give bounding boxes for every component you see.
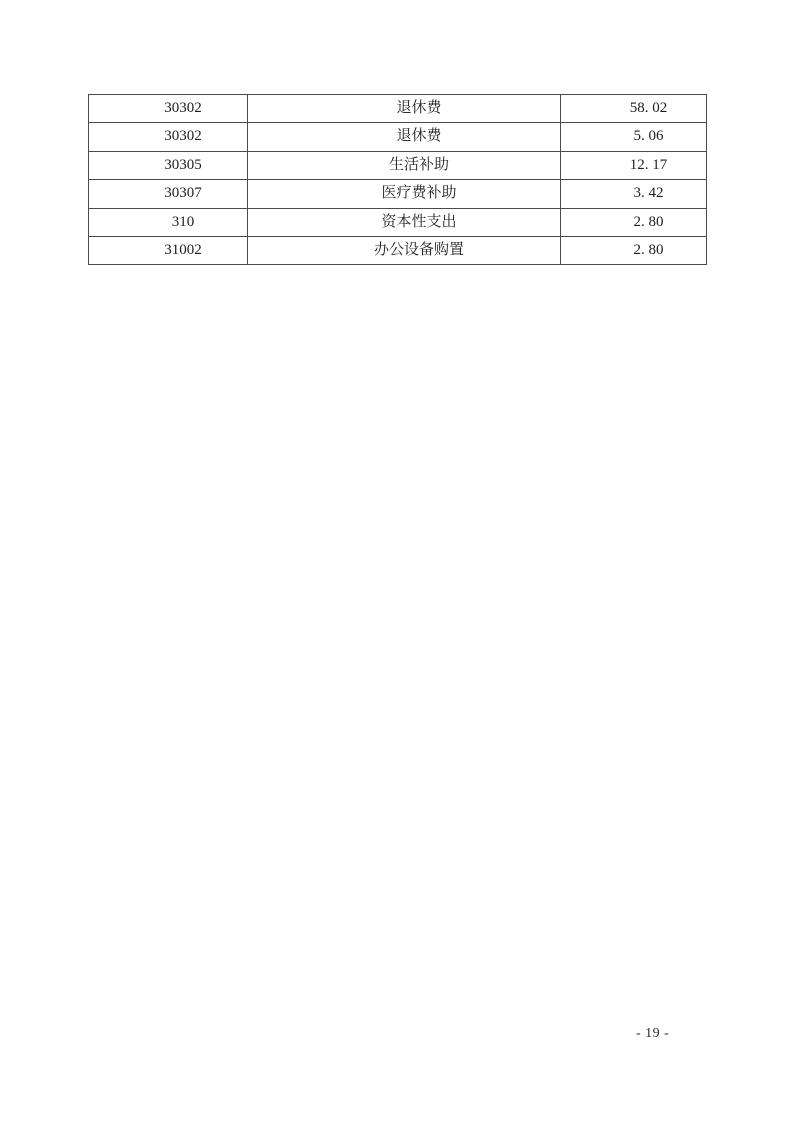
cell-amount: 3. 42 (561, 180, 707, 208)
cell-name: 退休费 (248, 123, 561, 151)
cell-amount: 2. 80 (561, 208, 707, 236)
cell-name: 生活补助 (248, 151, 561, 179)
table-row (89, 123, 707, 151)
cell-code: 30302 (89, 95, 248, 123)
cell-code: 31002 (89, 237, 248, 265)
cell-code: 310 (89, 208, 248, 236)
cell-amount: 12. 17 (561, 151, 707, 179)
cell-amount: 58. 02 (561, 95, 707, 123)
cell-amount: 5. 06 (561, 123, 707, 151)
budget-table (88, 94, 707, 265)
cell-name: 退休费 (248, 95, 561, 123)
table-row (89, 95, 707, 123)
cell-code: 30302 (89, 123, 248, 151)
table-row (89, 151, 707, 179)
table-row (89, 208, 707, 236)
cell-amount: 2. 80 (561, 237, 707, 265)
budget-table-body (89, 95, 707, 265)
cell-name: 资本性支出 (248, 208, 561, 236)
cell-name: 医疗费补助 (248, 180, 561, 208)
page-number: - 19 - (636, 1026, 670, 1041)
table-row (89, 237, 707, 265)
cell-code: 30305 (89, 151, 248, 179)
cell-name: 办公设备购置 (248, 237, 561, 265)
cell-code: 30307 (89, 180, 248, 208)
table-row (89, 180, 707, 208)
